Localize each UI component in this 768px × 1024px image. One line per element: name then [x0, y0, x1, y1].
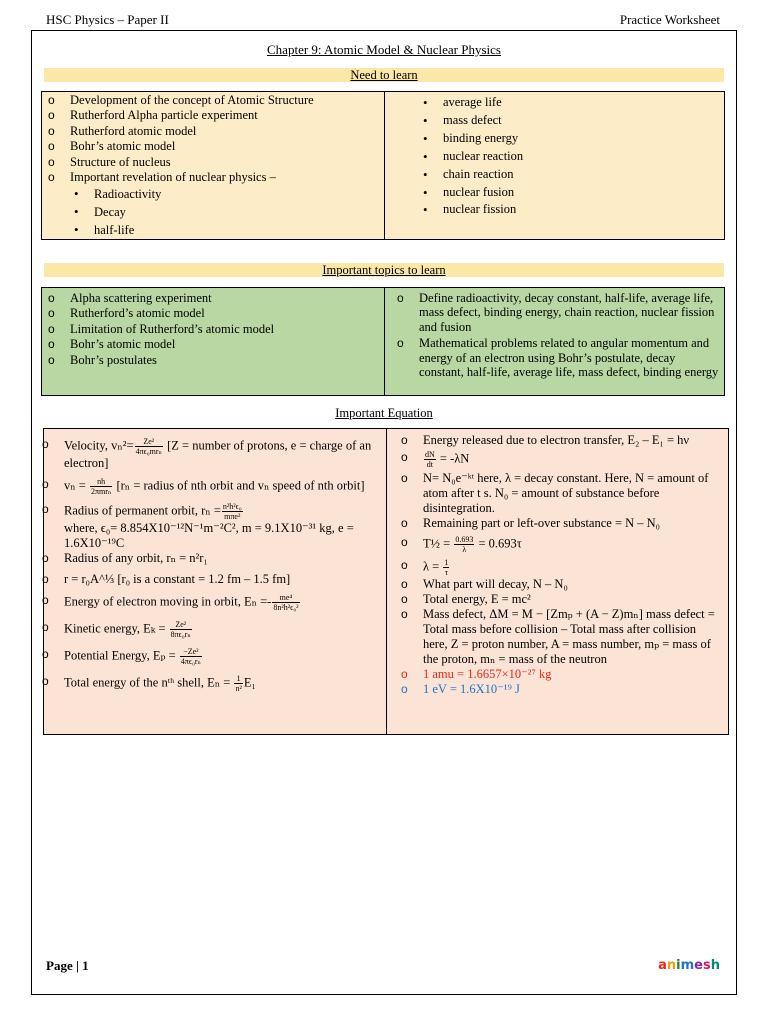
- list-item: • nuclear fusion: [443, 184, 724, 202]
- list-item: o Development of the concept of Atomic Structure: [70, 93, 384, 108]
- list-item: • average life: [443, 94, 724, 112]
- list-item: o Alpha scattering experiment: [70, 291, 384, 306]
- list-item: o Bohr’s atomic model: [70, 139, 384, 154]
- equation-decay-part: o What part will decay, N – N₀: [423, 577, 722, 592]
- header-right: Practice Worksheet: [619, 12, 720, 27]
- equation-ev: o 1 eV = 1.6X10⁻¹⁹ J: [423, 682, 722, 697]
- list-item: • mass defect: [443, 112, 724, 130]
- list-item: o Structure of nucleus: [70, 155, 384, 170]
- equation-decay-law: o N= N₀e⁻ᵏᵗ here, λ = decay constant. Here, N = amount of atom after t s. N₀ = amount of substance before disintegration.: [423, 471, 722, 516]
- need-to-learn-box: [41, 91, 725, 240]
- equation-amu: o 1 amu = 1.6657×10⁻²⁷ kg: [423, 667, 722, 682]
- important-topics-band: [44, 263, 724, 277]
- equation-energy-released: o Energy released due to electron transfer, E₂ – E₁ = hν: [423, 433, 722, 448]
- list-item: o Rutherford Alpha particle experiment: [70, 108, 384, 123]
- equation-right: [387, 429, 728, 734]
- list-item: • nuclear fission: [443, 201, 724, 219]
- equation-potential: o Potential Energy, Eₚ = $\frac{\text{−Ze²}}{\text{4πϵ₀rₙ}}$: [64, 647, 380, 666]
- equation-kinetic: o Kinetic energy, Eₖ = $\frac{\text{Ze²}}{\text{8πϵ₀rₙ}}$: [64, 620, 380, 639]
- need-to-learn-title: Need to learn: [350, 68, 418, 82]
- list-item: • Radioactivity: [94, 185, 384, 203]
- need-to-learn-right: [385, 92, 724, 239]
- list-item: o Rutherford’s atomic model: [70, 306, 384, 321]
- list-item: o Limitation of Rutherford’s atomic model: [70, 322, 384, 337]
- equation-velocity-a: o Velocity, vₙ²= Ze² 4πϵ₀mrₙ [Z = number of protons, e = charge of an electron]: [64, 437, 380, 471]
- equation-r-const: o r = r₀A^⅓ [r₀ is a constant = 1.2 fm – 1.5 fm]: [64, 572, 380, 587]
- important-topics-right: [385, 288, 724, 395]
- list-item: o Rutherford atomic model: [70, 124, 384, 139]
- equation-velocity-b: o vₙ = nh 2πmrₙ [rₙ = radius of nth orbit and vₙ speed of nth orbit]: [64, 477, 380, 496]
- equation-total-energy: o Total energy, E = mc²: [423, 592, 722, 607]
- list-item: • nuclear reaction: [443, 148, 724, 166]
- equation-radius-any: o Radius of any orbit, rₙ = n²r₁: [64, 551, 380, 566]
- list-item: o Bohr’s atomic model: [70, 337, 384, 352]
- list-item: o Bohr’s postulates: [70, 353, 384, 368]
- chapter-title: Chapter 9: Atomic Model & Nuclear Physics: [267, 42, 501, 57]
- important-equation-title: Important Equation: [335, 406, 433, 420]
- list-item: o Important revelation of nuclear physics –: [70, 170, 384, 185]
- equation-left: [44, 429, 387, 734]
- important-equation-box: [43, 428, 729, 735]
- list-item: • binding energy: [443, 130, 724, 148]
- equation-mass-defect: o Mass defect, ΔM = M − [Zmₚ + (A − Z)mₙ] mass defect = Total mass before collision – Total mass after collision here, Z = proton number, A = mass number, mₚ = mass of the proton, mₙ = mass of the neutron: [423, 607, 722, 667]
- page-number: Page | 1: [46, 958, 89, 973]
- list-item: • chain reaction: [443, 166, 724, 184]
- equation-energy-orbit: o Energy of electron moving in orbit, Eₙ =- $\frac{\text{me⁴}}{\text{8n²h²ϵ₀²}}$: [64, 593, 380, 612]
- equation-radius-permanent: o Radius of permanent orbit, rₙ = n²h²ϵ₀ mπe² where, ϵ₀= 8.854X10⁻¹²N⁻¹m⁻²C², m = 9.1X10⁻³¹ kg, e = 1.6X10⁻¹⁹C: [64, 502, 380, 551]
- list-item: o Define radioactivity, decay constant, half-life, average life, mass defect, binding energy, chain reaction, nuclear fission and fusion: [419, 291, 720, 334]
- brand-logo: animesh: [658, 958, 720, 973]
- important-topics-box: [41, 287, 725, 396]
- equation-total-nth: o Total energy of the nᵗʰ shell, Eₙ = $\frac{1}{\text{n²}}$ E₁: [64, 674, 380, 693]
- list-item: • Decay: [94, 203, 384, 221]
- important-topics-title: Important topics to learn: [322, 263, 446, 277]
- equation-lambda: o λ = $\frac{1}{\tau}$: [423, 558, 722, 577]
- list-item: • half-life: [94, 221, 384, 239]
- need-to-learn-left: [42, 92, 385, 239]
- important-topics-left: [42, 288, 385, 395]
- header-left: HSC Physics – Paper II: [46, 12, 169, 27]
- equation-dndt: o $\frac{dN}{dt}$ = -λN: [423, 450, 722, 469]
- need-to-learn-band: [44, 68, 724, 82]
- equation-half-life: o T½ = $\frac{0.693}{\lambda}$ = 0.693τ: [423, 535, 722, 554]
- list-item: o Mathematical problems related to angular momentum and energy of an electron using Bohr’s postulate, decay constant, half-life, average life, mass defect, binding energy: [419, 336, 720, 379]
- equation-remaining: o Remaining part or left-over substance = N – N₀: [423, 516, 722, 531]
